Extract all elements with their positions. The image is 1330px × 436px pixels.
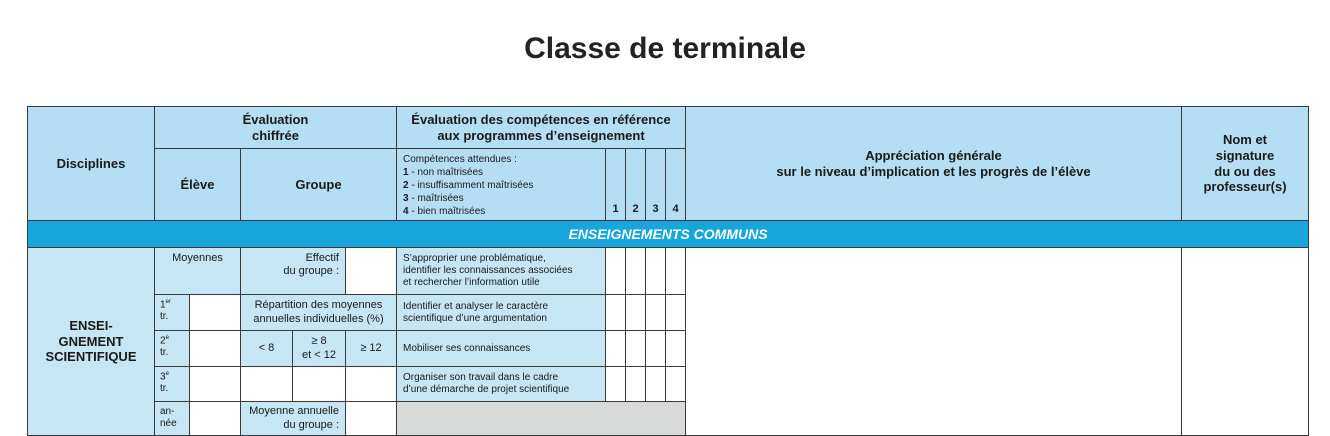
range-lt8: < 8: [240, 330, 293, 367]
header-appreciation: Appréciation générale sur le niveau d’implication et les progrès de l’élève: [685, 106, 1182, 221]
competence-4-level-4[interactable]: [665, 366, 686, 402]
competence-2-level-1[interactable]: [605, 294, 626, 331]
competence-3-level-3[interactable]: [645, 330, 666, 367]
annee-input[interactable]: [189, 401, 241, 436]
competence-4: Organiser son travail dans le cadre d’une démarche de projet scientifique: [396, 366, 606, 402]
competence-1-level-1[interactable]: [605, 247, 626, 295]
level-1-header: 1: [605, 148, 626, 221]
competence-1-level-4[interactable]: [665, 247, 686, 295]
header-competences-attendues: Compétences attendues : 1 - non maîtrisées 2 - insuffisamment maîtrisées 3 - maîtrisées 4 - bien maîtrisées: [396, 148, 606, 221]
term-2-label: 2e tr.: [154, 330, 190, 367]
header-evaluation-chiffree: Évaluation chiffrée: [154, 106, 397, 149]
section-banner: ENSEIGNEMENTS COMMUNS: [27, 220, 1309, 248]
header-evaluation-competences: Évaluation des compétences en référence aux programmes d’enseignement: [396, 106, 686, 149]
page-title: Classe de terminale: [524, 32, 806, 65]
range-8-12-input[interactable]: [292, 366, 346, 402]
repartition-label: Répartition des moyennes annuelles individuelles (%): [240, 294, 397, 331]
range-ge12: ≥ 12: [345, 330, 397, 367]
moyenne-annuelle-label: Moyenne annuelle du groupe :: [240, 401, 346, 436]
competence-2-level-4[interactable]: [665, 294, 686, 331]
competence-1-level-2[interactable]: [625, 247, 646, 295]
effectif-label: Effectif du groupe :: [240, 247, 346, 295]
signature-input[interactable]: [1181, 247, 1309, 436]
range-8-12: ≥ 8 et < 12: [292, 330, 346, 367]
competence-3: Mobiliser ses connaissances: [396, 330, 606, 367]
competence-1-level-3[interactable]: [645, 247, 666, 295]
header-disciplines: Disciplines: [27, 106, 155, 221]
header-groupe: Groupe: [240, 148, 397, 221]
competence-3-level-4[interactable]: [665, 330, 686, 367]
moyenne-annuelle-input[interactable]: [345, 401, 397, 436]
annee-label: an- née: [154, 401, 190, 436]
range-lt8-input[interactable]: [240, 366, 293, 402]
competence-2-level-2[interactable]: [625, 294, 646, 331]
competence-2-level-3[interactable]: [645, 294, 666, 331]
term-3-label: 3e tr.: [154, 366, 190, 402]
competence-1: S’approprier une problématique, identifier les connaissances associées et rechercher l’information utile: [396, 247, 606, 295]
competence-4-level-1[interactable]: [605, 366, 626, 402]
competence-4-level-3[interactable]: [645, 366, 666, 402]
grey-filler: [396, 401, 686, 436]
term-2-input[interactable]: [189, 330, 241, 367]
level-4-header: 4: [665, 148, 686, 221]
discipline-name: ENSEI- GNEMENT SCIENTIFIQUE: [27, 247, 155, 436]
level-2-header: 2: [625, 148, 646, 221]
appreciation-input[interactable]: [685, 247, 1182, 436]
competence-3-level-1[interactable]: [605, 330, 626, 367]
range-ge12-input[interactable]: [345, 366, 397, 402]
moyennes-label: Moyennes: [154, 247, 241, 295]
term-1-input[interactable]: [189, 294, 241, 331]
effectif-input[interactable]: [345, 247, 397, 295]
header-nom-signature: Nom et signature du ou des professeur(s): [1181, 106, 1309, 221]
term-3-input[interactable]: [189, 366, 241, 402]
competence-3-level-2[interactable]: [625, 330, 646, 367]
competence-4-level-2[interactable]: [625, 366, 646, 402]
term-1-label: 1er tr.: [154, 294, 190, 331]
header-eleve: Élève: [154, 148, 241, 221]
level-3-header: 3: [645, 148, 666, 221]
competence-2: Identifier et analyser le caractère scientifique d’une argumentation: [396, 294, 606, 331]
